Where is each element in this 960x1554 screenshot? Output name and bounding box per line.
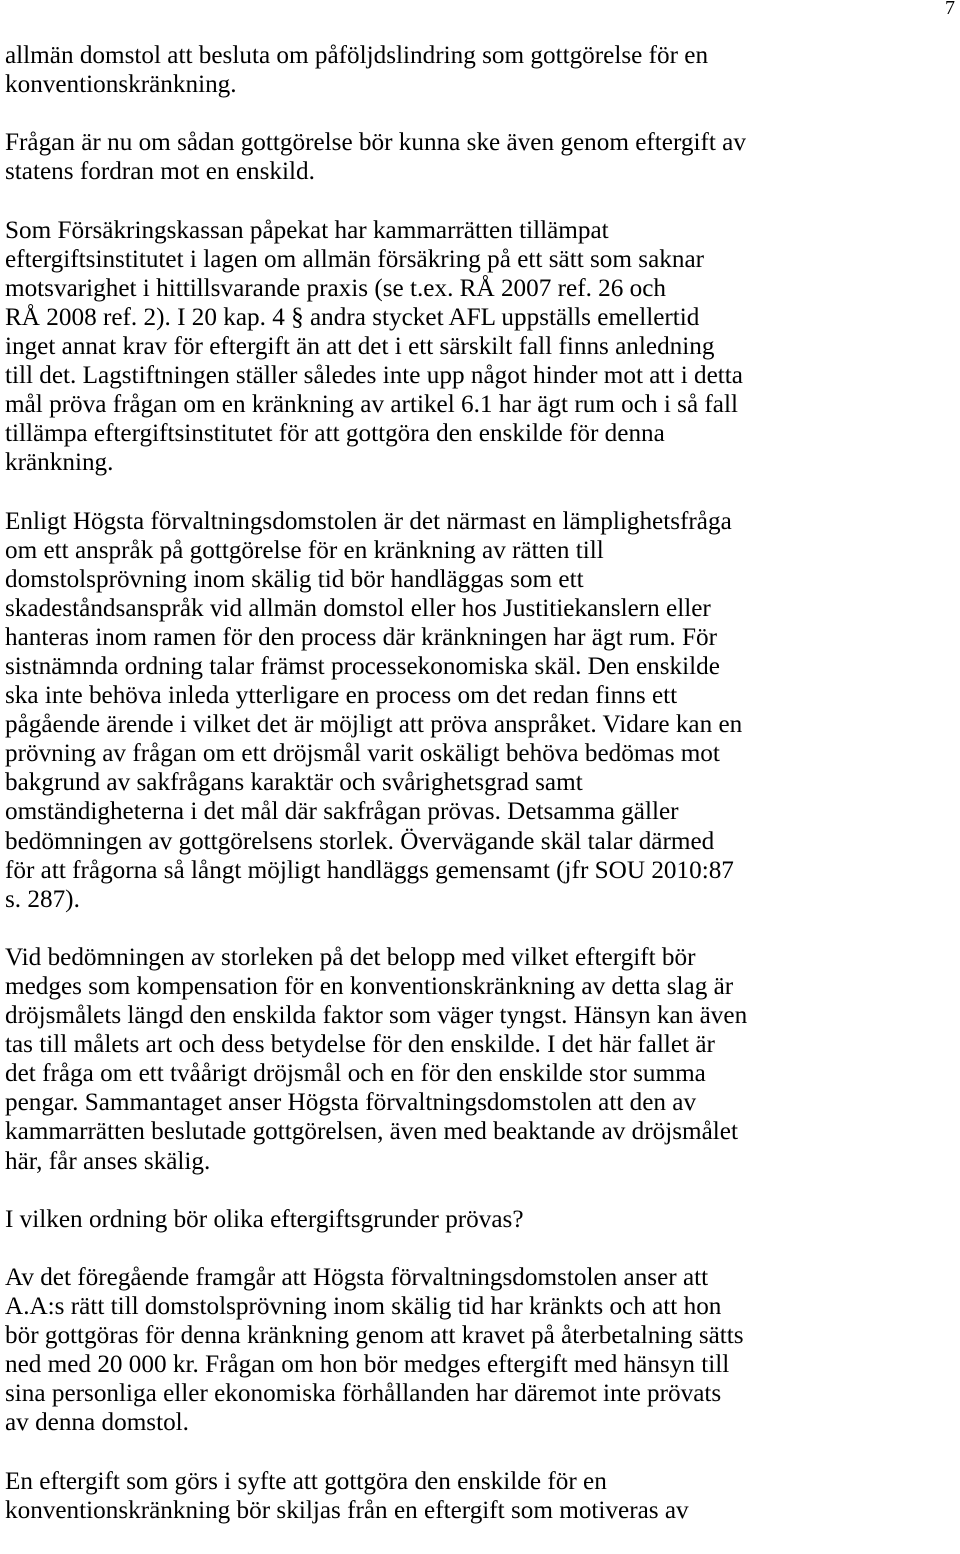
text-line: det fråga om ett tvåårigt dröjsmål och en för den enskilde stor summa xyxy=(5,1060,706,1088)
paragraph xyxy=(5,1467,747,1525)
text-line: ska inte behöva inleda ytterligare en process om det redan finns ett xyxy=(5,682,678,710)
text-line: Av det föregående framgår att Högsta förvaltningsdomstolen anser att xyxy=(5,1263,709,1291)
text-line: s. 287). xyxy=(5,885,80,913)
text-line: här, får anses skälig. xyxy=(5,1147,211,1175)
paragraph xyxy=(5,216,747,478)
paragraph xyxy=(5,507,747,914)
text-line: Vid bedömningen av storleken på det belopp med vilket eftergift bör xyxy=(5,943,696,971)
text-line: pengar. Sammantaget anser Högsta förvaltningsdomstolen att den av xyxy=(5,1089,697,1117)
text-line: sistnämnda ordning talar främst processekonomiska skäl. Den enskilde xyxy=(5,652,720,680)
text-line: allmän domstol att besluta om påföljdslindring som gottgörelse för en xyxy=(5,42,709,69)
text-line: ned med 20 000 kr. Frågan om hon bör medges eftergift med hänsyn till xyxy=(5,1351,730,1379)
text-line: tas till målets art och dess betydelse för den enskilde. I det här fallet är xyxy=(5,1031,715,1059)
text-line: mål pröva frågan om en kränkning av artikel 6.1 har ägt rum och i så fall xyxy=(5,391,738,419)
text-line: bakgrund av sakfrågans karaktär och svårighetsgrad samt xyxy=(5,769,583,797)
text-line: medges som kompensation för en konventionskränkning av detta slag är xyxy=(5,973,734,1000)
paragraph xyxy=(5,943,747,1176)
paragraph xyxy=(5,1263,747,1438)
text-line: sina personliga eller ekonomiska förhållanden har däremot inte prövats xyxy=(5,1380,722,1408)
paragraph xyxy=(5,128,747,186)
text-line: Som Försäkringskassan påpekat har kammarrätten tillämpat xyxy=(5,216,609,244)
text-line: av denna domstol. xyxy=(5,1409,189,1437)
text-line: hanteras inom ramen för den process där kränkningen har ägt rum. För xyxy=(5,623,718,651)
text-line: eftergiftsinstitutet i lagen om allmän försäkring på ett sätt som saknar xyxy=(5,245,705,273)
text-line: domstolsprövning inom skälig tid bör handläggas som ett xyxy=(5,565,584,593)
text-line: Enligt Högsta förvaltningsdomstolen är det närmast en lämplighetsfråga xyxy=(5,507,732,535)
page-number: 7 xyxy=(945,0,955,19)
text-line: bör gottgöras för denna kränkning genom att kravet på återbetalning sätts xyxy=(5,1322,744,1350)
text-line: I vilken ordning bör olika eftergiftsgrunder prövas? xyxy=(5,1205,524,1233)
document-body xyxy=(5,41,747,1554)
text-line: tillämpa eftergiftsinstitutet för att gottgöra den enskilde för denna xyxy=(5,420,665,448)
text-line: skadeståndsanspråk vid allmän domstol eller hos Justitiekanslern eller xyxy=(5,594,711,622)
text-line: A.A:s rätt till domstolsprövning inom skälig tid har kränkts och att hon xyxy=(5,1293,722,1321)
text-line: konventionskränkning. xyxy=(5,71,237,99)
text-line: omständigheterna i det mål där sakfrågan prövas. Detsamma gäller xyxy=(5,798,679,826)
text-line: till det. Lagstiftningen ställer således inte upp något hinder mot att i detta xyxy=(5,362,743,390)
text-line: inget annat krav för eftergift än att det i ett särskilt fall finns anledning xyxy=(5,332,715,360)
text-line: bedömningen av gottgörelsens storlek. Övervägande skäl talar därmed xyxy=(5,827,715,855)
text-line: om ett anspråk på gottgörelse för en kränkning av rätten till xyxy=(5,536,604,564)
text-line: kammarrätten beslutade gottgörelsen, även med beaktande av dröjsmålet xyxy=(5,1118,738,1146)
text-line: kränkning. xyxy=(5,449,114,477)
text-line: statens fordran mot en enskild. xyxy=(5,158,315,186)
question-heading xyxy=(5,1205,747,1234)
text-line: RÅ 2008 ref. 2). I 20 kap. 4 § andra stycket AFL uppställs emellertid xyxy=(5,303,700,331)
text-line: pågående ärende i vilket det är möjligt att pröva anspråket. Vidare kan en xyxy=(5,711,743,739)
text-line: motsvarighet i hittillsvarande praxis (se t.ex. RÅ 2007 ref. 26 och xyxy=(5,274,667,302)
text-line: dröjsmålets längd den enskilda faktor som väger tyngst. Hänsyn kan även xyxy=(5,1002,748,1030)
text-line: prövning av frågan om ett dröjsmål varit oskäligt behöva bedömas mot xyxy=(5,740,720,768)
text-line: konventionskränkning bör skiljas från en eftergift som motiveras av xyxy=(5,1496,689,1524)
text-line: En eftergift som görs i syfte att gottgöra den enskilde för en xyxy=(5,1467,607,1495)
text-line: för att frågorna så långt möjligt handläggs gemensamt (jfr SOU 2010:87 xyxy=(5,856,734,884)
paragraph xyxy=(5,41,747,99)
text-line: Frågan är nu om sådan gottgörelse bör kunna ske även genom eftergift av xyxy=(5,129,746,157)
